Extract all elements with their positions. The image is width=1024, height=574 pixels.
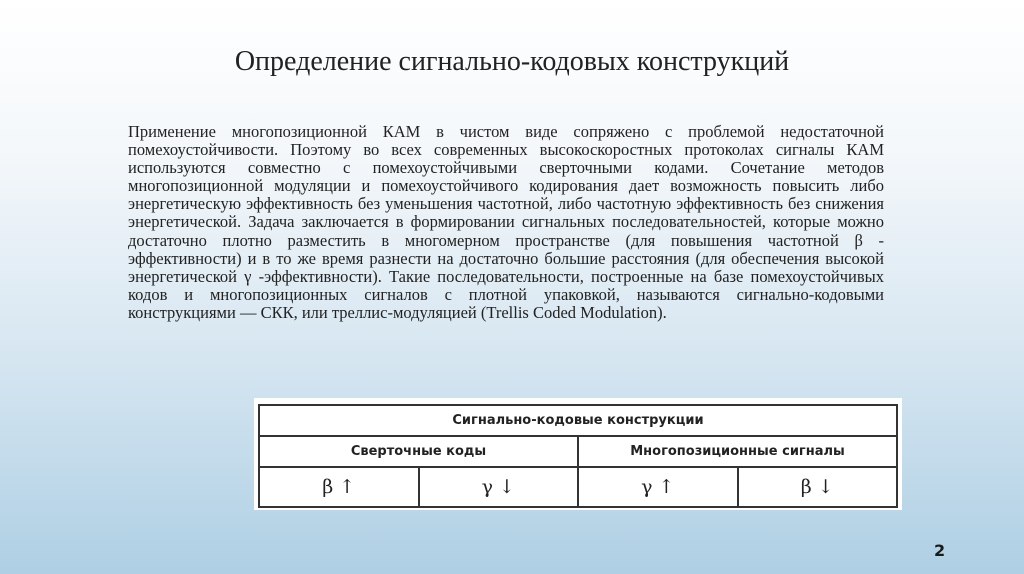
skk-table-figure — [254, 398, 902, 510]
slide-title: Определение сигнально-кодовых конструкций — [234, 46, 790, 77]
table-header: Сигнально-кодовые конструкции — [259, 405, 897, 436]
cell-beta-down: β ↓ — [738, 467, 898, 507]
skk-table — [258, 404, 898, 508]
cell-gamma-up: γ ↑ — [578, 467, 738, 507]
group-multiposition-signals: Многопозиционные сигналы — [578, 436, 897, 467]
page-number: 2 — [934, 541, 946, 560]
cell-gamma-down: γ ↓ — [419, 467, 579, 507]
group-convolutional-codes: Сверточные коды — [259, 436, 578, 467]
slide-body-text: Применение многопозиционной КАМ в чистом виде сопряжено с проблемой недостаточной помехоустойчивости. Поэтому во всех современных высокоскоростных протоколах сигналы КАМ используются совместно с помехоустойчивыми сверточными кодами. Сочетание методов многопозиционной модуляции и помехоустойчивого кодирования дает возможность повысить либо энергетическую эффективность без уменьшения частотной, либо частотную эффективность без снижения энергетической. Задача заключается в формировании сигнальных последовательностей, которые можно достаточно плотно разместить в многомерном пространстве (для повышения частотной β - эффективности) и в то же время разнести на достаточно большие расстояния (для обеспечения высокой энергетической γ -эффективности). Такие последовательности, построенные на базе помехоустойчивых кодов и многопозиционных сигналов с плотной упаковкой, называются сигнально-кодовыми конструкциями — СКК, или треллис-модуляцией (Trellis Coded Modulation). — [128, 122, 884, 322]
cell-beta-up: β ↑ — [259, 467, 419, 507]
